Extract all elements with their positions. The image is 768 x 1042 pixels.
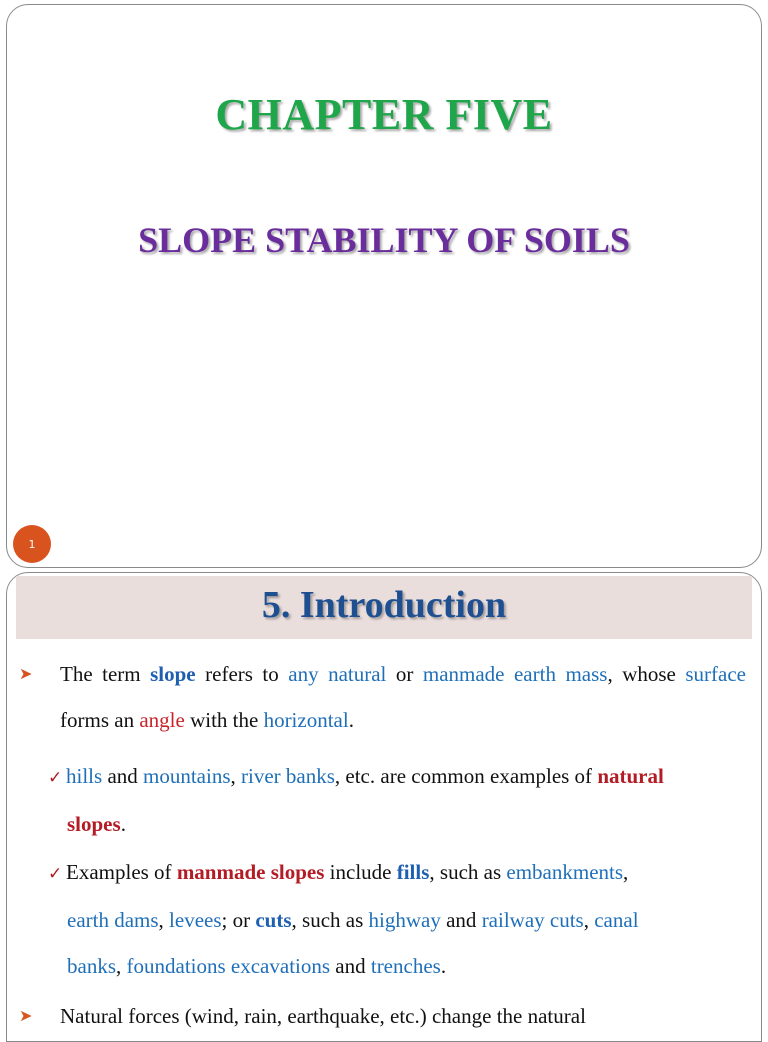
- chapter-title: CHAPTER FIVE: [215, 90, 553, 139]
- chapter-subtitle: SLOPE STABILITY OF SOILS: [138, 220, 630, 260]
- checkmark-icon: ✓: [48, 768, 63, 788]
- arrow-bullet-icon: ➤: [19, 666, 33, 683]
- paragraph-natural-slopes: ✓ hills and mountains, river banks, etc. are common examples of natural slopes.: [48, 753, 746, 847]
- page-number-badge: 1: [13, 525, 51, 563]
- paragraph-natural-forces: Natural forces (wind, rain, earthquake, etc.) change the natural: [60, 1004, 586, 1028]
- title-slide: [6, 4, 762, 568]
- paragraph-manmade-slopes: ✓ Examples of manmade slopes include fills, such as embankments, earth dams, levees; or cuts, such as highway and railway cuts, canal banks, foundations excavations and trenches.: [48, 849, 746, 989]
- introduction-title: 5. Introduction: [261, 584, 507, 626]
- arrow-bullet-icon: ➤: [19, 1008, 33, 1025]
- checkmark-icon: ✓: [48, 864, 63, 884]
- paragraph-slope-definition: The term slope refers to any natural or manmade earth mass, whose surface forms an angle with the horizontal.: [60, 662, 746, 732]
- introduction-slide: [6, 572, 762, 1042]
- title-band: [16, 576, 752, 639]
